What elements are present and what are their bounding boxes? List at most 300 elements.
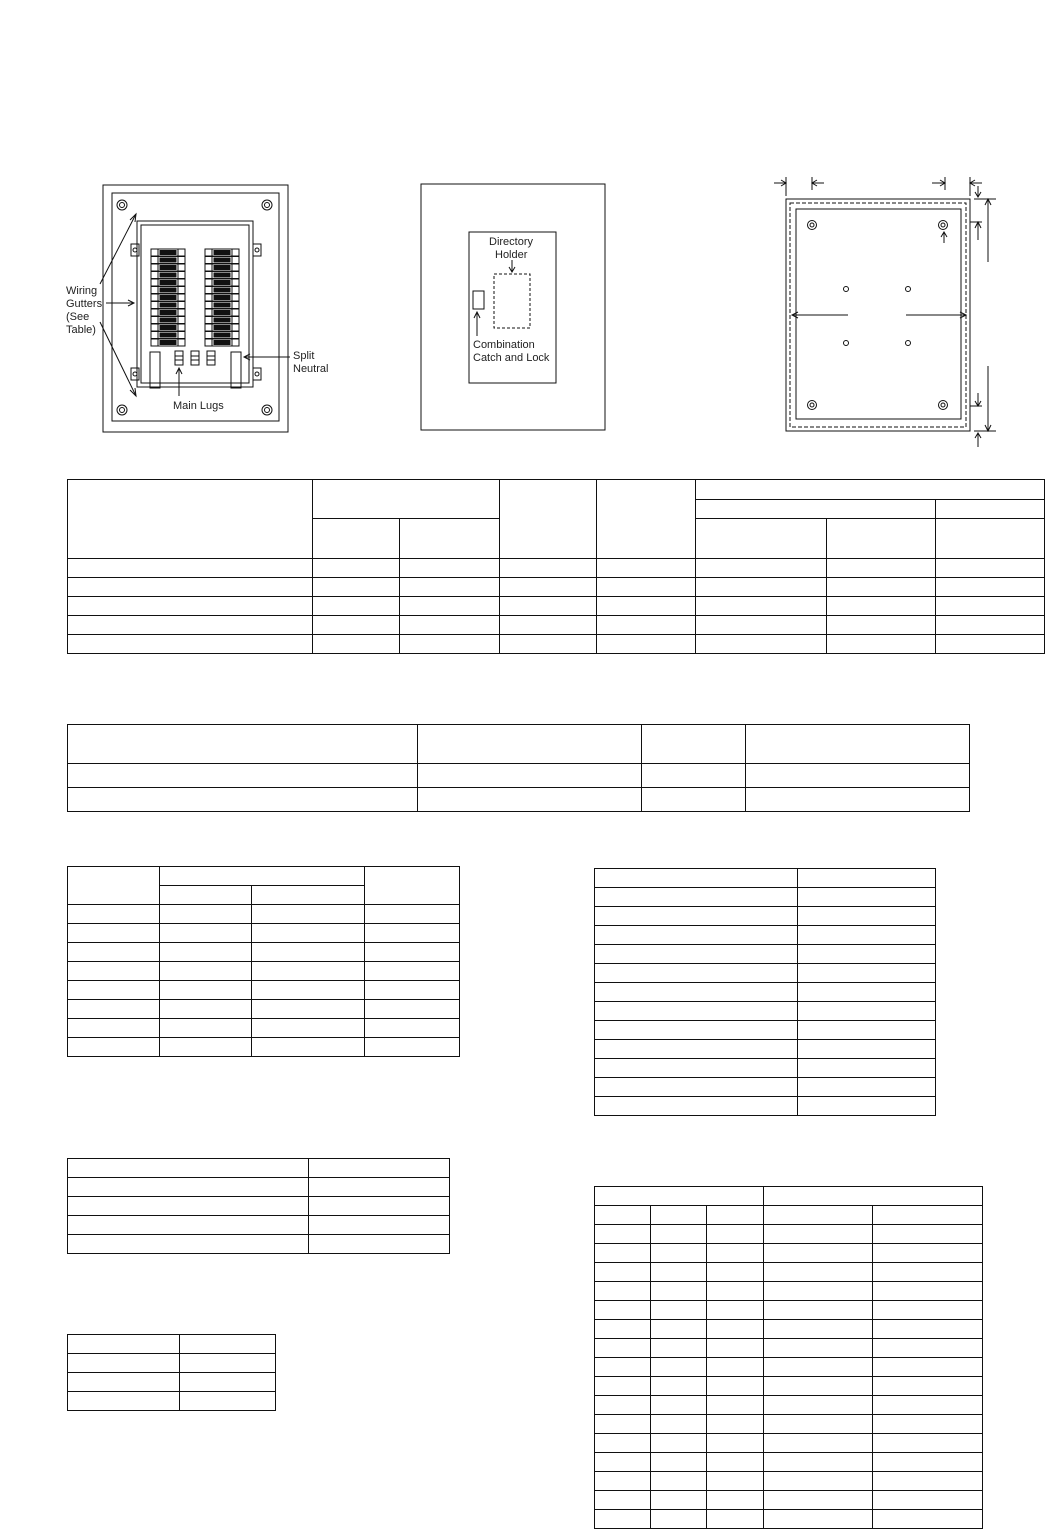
- table-cell: [827, 597, 936, 616]
- breaker-handle: [214, 273, 230, 277]
- table-row: [595, 888, 936, 907]
- table-cell: [68, 981, 160, 1000]
- table-cell: [936, 559, 1045, 578]
- table-header-cell: [696, 500, 936, 519]
- table-cell: [696, 578, 827, 597]
- table-cell: [595, 1320, 651, 1339]
- table-row: [68, 943, 460, 962]
- table-cell: [252, 1038, 365, 1057]
- table-cell: [764, 1453, 873, 1472]
- table-cell: [595, 1453, 651, 1472]
- table-cell: [595, 1059, 798, 1078]
- table-cell: [500, 578, 597, 597]
- catalog-table: [67, 724, 970, 812]
- table-cell: [252, 962, 365, 981]
- breaker-handle: [160, 258, 176, 262]
- table-cell: [68, 1038, 160, 1057]
- wiring-gutters-label-line-2: Gutters: [66, 298, 103, 310]
- table-cell: [764, 1206, 873, 1225]
- table-cell: [651, 1358, 707, 1377]
- table-cell: [500, 635, 597, 654]
- table-cell: [160, 1000, 252, 1019]
- table-row: [68, 559, 1045, 578]
- directory-holder-label-line-1: Directory: [489, 236, 534, 248]
- wire-size-table: [594, 1186, 983, 1529]
- table-row: [68, 764, 970, 788]
- table-cell: [764, 1434, 873, 1453]
- table-row: [595, 1263, 983, 1282]
- table-row: [68, 1354, 276, 1373]
- table-cell: [309, 1235, 450, 1254]
- table-header-cell: [68, 725, 418, 764]
- table-cell: [309, 1216, 450, 1235]
- table-cell: [798, 1021, 936, 1040]
- table-row: [68, 597, 1045, 616]
- table-cell: [873, 1491, 983, 1510]
- table-cell: [595, 1040, 798, 1059]
- table-cell: [798, 964, 936, 983]
- breaker-handle: [214, 341, 230, 345]
- table-cell: [764, 1491, 873, 1510]
- table-cell: [764, 1320, 873, 1339]
- breaker-handle: [214, 326, 230, 330]
- table-cell: [180, 1392, 276, 1411]
- box-inner: [796, 209, 961, 419]
- table-row: [68, 1019, 460, 1038]
- table-cell: [651, 1282, 707, 1301]
- options-table: [67, 1158, 450, 1254]
- table-row: [68, 1159, 450, 1178]
- table-cell: [651, 1206, 707, 1225]
- table-row: [68, 1373, 276, 1392]
- table-row: [595, 1225, 983, 1244]
- table-cell: [707, 1491, 764, 1510]
- table-row: [595, 1021, 936, 1040]
- table-cell: [68, 559, 313, 578]
- table-row: [68, 1216, 450, 1235]
- table-cell: [68, 1000, 160, 1019]
- table-cell: [597, 616, 696, 635]
- table-cell: [595, 945, 798, 964]
- table-row: [68, 1392, 276, 1411]
- table-cell: [597, 635, 696, 654]
- table-row: [595, 907, 936, 926]
- table-cell: [68, 1197, 309, 1216]
- table-cell: [595, 1282, 651, 1301]
- table-row: [68, 1038, 460, 1057]
- table-cell: [68, 1019, 160, 1038]
- door-front-diagram: [421, 184, 605, 430]
- table-row: [68, 1178, 450, 1197]
- table-cell: [597, 597, 696, 616]
- small-table: [67, 1334, 276, 1411]
- table-cell: [651, 1472, 707, 1491]
- table-row: [595, 1040, 936, 1059]
- table-cell: [252, 981, 365, 1000]
- table-cell: [764, 1263, 873, 1282]
- table-cell: [400, 597, 500, 616]
- table-cell: [696, 559, 827, 578]
- table-cell: [595, 1434, 651, 1453]
- table-body: [595, 1206, 983, 1529]
- table-cell: [764, 1415, 873, 1434]
- table-cell: [595, 888, 798, 907]
- breaker-handle: [160, 303, 176, 307]
- table-row: [595, 1206, 983, 1225]
- table-cell: [873, 1301, 983, 1320]
- table-cell: [418, 764, 642, 788]
- table-cell: [365, 924, 460, 943]
- table-cell: [707, 1301, 764, 1320]
- table-cell: [597, 578, 696, 597]
- table-cell: [651, 1396, 707, 1415]
- table-cell: [873, 1472, 983, 1491]
- table-cell: [252, 905, 365, 924]
- table-cell: [595, 1097, 798, 1116]
- table-cell: [873, 1434, 983, 1453]
- table-cell: [595, 964, 798, 983]
- table-row: [595, 1078, 936, 1097]
- breaker-handle: [214, 251, 230, 255]
- table-cell: [873, 1206, 983, 1225]
- table-body: [595, 869, 936, 1116]
- table-row: [68, 981, 460, 1000]
- table-cell: [400, 616, 500, 635]
- table-cell: [252, 943, 365, 962]
- table-row: [595, 1396, 983, 1415]
- table-cell: [400, 578, 500, 597]
- table-cell: [252, 1000, 365, 1019]
- table-row: [595, 1282, 983, 1301]
- table-cell: [180, 1354, 276, 1373]
- table-cell: [936, 635, 1045, 654]
- table-cell: [160, 943, 252, 962]
- table-cell: [873, 1396, 983, 1415]
- table-cell: [936, 578, 1045, 597]
- table-cell: [707, 1244, 764, 1263]
- table-cell: [597, 559, 696, 578]
- breaker-column-left: [151, 249, 185, 346]
- table-header-cell: [365, 867, 460, 905]
- table-cell: [595, 1339, 651, 1358]
- ratings-table-left: [67, 866, 460, 1057]
- table-cell: [764, 1358, 873, 1377]
- table-cell: [365, 905, 460, 924]
- gutter-dimensions-table: [67, 479, 1045, 654]
- table-cell: [764, 1225, 873, 1244]
- table-cell: [873, 1263, 983, 1282]
- directory-holder-label-line-2: Holder: [495, 249, 528, 261]
- table-cell: [309, 1159, 450, 1178]
- breaker-handle: [214, 311, 230, 315]
- table-cell: [595, 1002, 798, 1021]
- table-cell: [365, 943, 460, 962]
- table-body: [68, 559, 1045, 654]
- table-cell: [160, 1038, 252, 1057]
- table-cell: [651, 1434, 707, 1453]
- table-cell: [651, 1320, 707, 1339]
- table-header-cell: [764, 1187, 983, 1206]
- table-header-cell: [597, 480, 696, 559]
- split-neutral-label-line-2: Neutral: [293, 363, 329, 375]
- breaker-column-right: [205, 249, 239, 346]
- table-cell: [68, 1178, 309, 1197]
- table-cell: [68, 1159, 309, 1178]
- breaker-handle: [214, 318, 230, 322]
- table-cell: [365, 1038, 460, 1057]
- table-cell: [595, 926, 798, 945]
- table-cell: [798, 869, 936, 888]
- table-cell: [68, 597, 313, 616]
- table-row: [595, 983, 936, 1002]
- breaker-handle: [160, 266, 176, 270]
- table-cell: [707, 1510, 764, 1529]
- breaker-handle: [160, 273, 176, 277]
- table-cell: [500, 559, 597, 578]
- table-cell: [798, 1059, 936, 1078]
- deadfront-outline: [137, 221, 253, 387]
- table-row: [595, 1453, 983, 1472]
- table-cell: [180, 1335, 276, 1354]
- table-row: [595, 1491, 983, 1510]
- table-row: [595, 1377, 983, 1396]
- table-header-cell: [252, 886, 365, 905]
- table-cell: [68, 943, 160, 962]
- breaker-handle: [160, 281, 176, 285]
- table-cell: [707, 1415, 764, 1434]
- table-row: [595, 1472, 983, 1491]
- table-cell: [764, 1339, 873, 1358]
- table-cell: [595, 1377, 651, 1396]
- table-cell: [746, 788, 970, 812]
- table-row: [68, 1335, 276, 1354]
- table-cell: [746, 764, 970, 788]
- table-cell: [827, 616, 936, 635]
- table-cell: [707, 1358, 764, 1377]
- table-row: [595, 1434, 983, 1453]
- breaker-handle: [160, 318, 176, 322]
- table-cell: [500, 597, 597, 616]
- table-cell: [68, 616, 313, 635]
- table-cell: [68, 924, 160, 943]
- table-row: [68, 962, 460, 981]
- table-cell: [595, 1021, 798, 1040]
- table-cell: [798, 945, 936, 964]
- table-cell: [873, 1415, 983, 1434]
- table-cell: [873, 1244, 983, 1263]
- breaker-handle: [214, 333, 230, 337]
- table-cell: [252, 924, 365, 943]
- table-cell: [68, 764, 418, 788]
- table-cell: [160, 981, 252, 1000]
- breaker-handle: [214, 281, 230, 285]
- table-cell: [595, 1491, 651, 1510]
- table-row: [595, 1339, 983, 1358]
- table-cell: [309, 1178, 450, 1197]
- table-cell: [313, 616, 400, 635]
- catch-lock-label-line-1: Combination: [473, 339, 535, 351]
- catch-lock-label-line-2: Catch and Lock: [473, 352, 550, 364]
- table-cell: [827, 578, 936, 597]
- table-cell: [798, 1078, 936, 1097]
- table-cell: [651, 1453, 707, 1472]
- table-row: [595, 1097, 936, 1116]
- table-row: [68, 924, 460, 943]
- table-body: [68, 905, 460, 1057]
- table-row: [68, 788, 970, 812]
- table-row: [68, 1197, 450, 1216]
- table-row: [68, 616, 1045, 635]
- table-cell: [707, 1320, 764, 1339]
- table-cell: [764, 1377, 873, 1396]
- table-cell: [651, 1491, 707, 1510]
- table-header-cell: [827, 519, 936, 559]
- table-header-cell: [313, 480, 500, 519]
- table-cell: [68, 635, 313, 654]
- breaker-handle: [214, 296, 230, 300]
- table-cell: [936, 616, 1045, 635]
- table-cell: [68, 788, 418, 812]
- wiring-gutters-label-line-4: Table): [66, 324, 96, 336]
- diagram-area: [0, 0, 1045, 470]
- table-row: [595, 1002, 936, 1021]
- table-cell: [651, 1510, 707, 1529]
- table-cell: [160, 924, 252, 943]
- table-body: [68, 1159, 450, 1254]
- table-header-cell: [68, 480, 313, 559]
- table-cell: [68, 962, 160, 981]
- table-cell: [160, 905, 252, 924]
- table-cell: [595, 1396, 651, 1415]
- table-cell: [68, 1392, 180, 1411]
- table-header-cell: [936, 519, 1045, 559]
- table-cell: [365, 981, 460, 1000]
- table-cell: [798, 983, 936, 1002]
- enclosure-outline: [103, 185, 288, 432]
- breaker-handle: [214, 288, 230, 292]
- table-cell: [873, 1282, 983, 1301]
- table-cell: [68, 1216, 309, 1235]
- table-cell: [696, 616, 827, 635]
- breaker-handle: [160, 326, 176, 330]
- table-cell: [160, 1019, 252, 1038]
- table-row: [68, 905, 460, 924]
- table-cell: [764, 1472, 873, 1491]
- table-row: [595, 1415, 983, 1434]
- table-cell: [764, 1244, 873, 1263]
- table-cell: [400, 559, 500, 578]
- table-cell: [873, 1320, 983, 1339]
- table-cell: [642, 788, 746, 812]
- dimension-diagram: [774, 177, 996, 447]
- table-cell: [873, 1453, 983, 1472]
- table-row: [68, 1000, 460, 1019]
- table-cell: [418, 788, 642, 812]
- breaker-handle: [160, 311, 176, 315]
- breaker-handle: [160, 341, 176, 345]
- table-cell: [313, 559, 400, 578]
- table-cell: [873, 1377, 983, 1396]
- table-row: [595, 1320, 983, 1339]
- table-header-cell: [160, 867, 365, 886]
- table-cell: [707, 1282, 764, 1301]
- table-row: [595, 945, 936, 964]
- table-cell: [651, 1377, 707, 1396]
- table-row: [595, 1244, 983, 1263]
- table-cell: [798, 907, 936, 926]
- table-row: [595, 1358, 983, 1377]
- table-cell: [873, 1510, 983, 1529]
- table-cell: [595, 1263, 651, 1282]
- table-cell: [595, 869, 798, 888]
- door-outline: [421, 184, 605, 430]
- table-cell: [651, 1225, 707, 1244]
- table-row: [595, 1059, 936, 1078]
- table-cell: [764, 1396, 873, 1415]
- table-cell: [400, 635, 500, 654]
- table-row: [68, 578, 1045, 597]
- wiring-gutters-label-line-3: (See: [66, 311, 90, 323]
- table-cell: [707, 1339, 764, 1358]
- table-cell: [365, 962, 460, 981]
- table-header-cell: [313, 519, 400, 559]
- table-cell: [595, 1358, 651, 1377]
- table-cell: [827, 635, 936, 654]
- table-cell: [651, 1244, 707, 1263]
- table-cell: [595, 1472, 651, 1491]
- table-cell: [180, 1373, 276, 1392]
- table-cell: [707, 1472, 764, 1491]
- breaker-handle: [214, 266, 230, 270]
- catch-lock-outline: [473, 291, 484, 309]
- table-cell: [707, 1263, 764, 1282]
- table-row: [595, 869, 936, 888]
- table-cell: [160, 962, 252, 981]
- table-cell: [936, 597, 1045, 616]
- table-cell: [707, 1453, 764, 1472]
- panelboard-interior-diagram: [100, 185, 290, 432]
- table-header-cell: [696, 519, 827, 559]
- accessories-table: [594, 868, 936, 1116]
- table-cell: [707, 1377, 764, 1396]
- table-cell: [365, 1019, 460, 1038]
- breaker-handle: [160, 333, 176, 337]
- table-cell: [707, 1434, 764, 1453]
- breaker-handle: [214, 303, 230, 307]
- breaker-handle: [160, 251, 176, 255]
- table-cell: [68, 578, 313, 597]
- table-cell: [798, 1097, 936, 1116]
- table-cell: [764, 1510, 873, 1529]
- wiring-gutters-label-line-1: Wiring: [66, 285, 98, 297]
- table-cell: [595, 1301, 651, 1320]
- table-cell: [798, 926, 936, 945]
- table-cell: [595, 907, 798, 926]
- table-cell: [68, 1373, 180, 1392]
- table-cell: [651, 1301, 707, 1320]
- table-cell: [68, 1335, 180, 1354]
- table-header-cell: [68, 867, 160, 905]
- table-cell: [873, 1358, 983, 1377]
- table-cell: [798, 1002, 936, 1021]
- table-cell: [798, 888, 936, 907]
- table-cell: [595, 1510, 651, 1529]
- table-header-cell: [696, 480, 1045, 500]
- table-cell: [707, 1225, 764, 1244]
- main-lugs: [175, 351, 215, 365]
- table-row: [68, 635, 1045, 654]
- table-cell: [696, 597, 827, 616]
